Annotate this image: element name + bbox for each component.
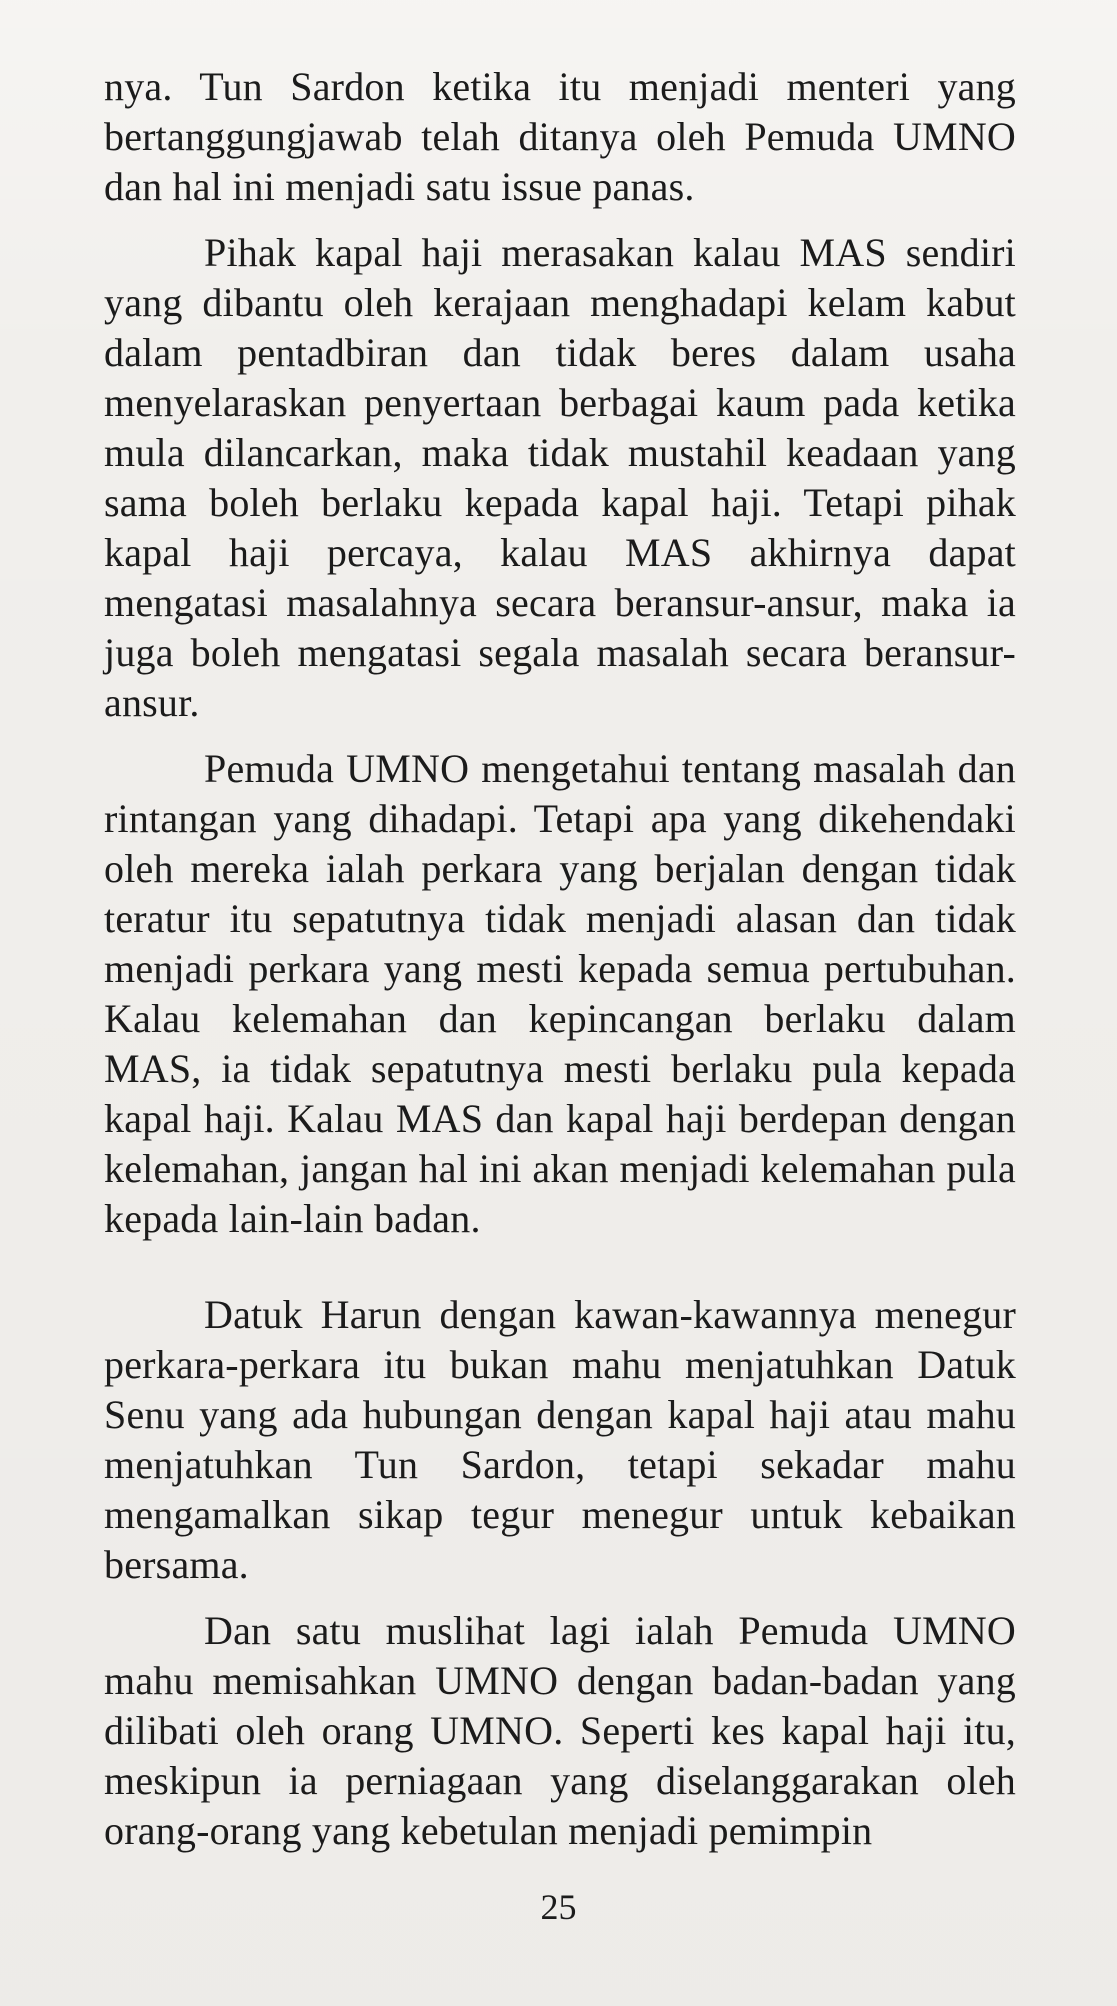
- paragraph-3: Pemuda UMNO mengetahui tentang masalah dan rintangan yang dihadapi. Tetapi apa yang dikehendaki oleh mereka ialah perkara yang berjalan dengan tidak teratur itu sepatutnya tidak menjadi alasan dan tidak menjadi perkara yang mesti kepada semua pertubuhan. Kalau kelemahan dan kepincangan berlaku dalam MAS, ia tidak sepatutnya mesti berlaku pula kepada kapal haji. Kalau MAS dan kapal haji berdepan dengan kelemahan, jangan hal ini akan menjadi kelemahan pula kepada lain-lain badan.: [104, 746, 1016, 1241]
- body-text: [104, 62, 1016, 1856]
- page-number: 25: [540, 1887, 577, 1927]
- paragraph-1: nya. Tun Sardon ketika itu menjadi menteri yang bertanggungjawab telah ditanya oleh Pemuda UMNO dan hal ini menjadi satu issue panas.: [104, 64, 1016, 209]
- paragraph-4: Datuk Harun dengan kawan-kawannya menegur perkara-perkara itu bukan mahu menjatuhkan Datuk Senu yang ada hubungan dengan kapal haji atau mahu menjatuhkan Tun Sardon, tetapi sekadar mahu mengamalkan sikap tegur menegur untuk kebaikan bersama.: [104, 1292, 1016, 1587]
- paragraph-5: Dan satu muslihat lagi ialah Pemuda UMNO mahu memisahkan UMNO dengan badan-badan yang dilibati oleh orang UMNO. Seperti kes kapal haji itu, meskipun ia perniagaan yang diselanggarakan oleh orang-orang yang kebetulan menjadi pemimpin: [104, 1608, 1016, 1853]
- paragraph-2: Pihak kapal haji merasakan kalau MAS sendiri yang dibantu oleh kerajaan menghadapi kelam kabut dalam pentadbiran dan tidak beres dalam usaha menyelaraskan penyertaan berbagai kaum pada ketika mula dilancarkan, maka tidak mustahil keadaan yang sama boleh berlaku kepada kapal haji. Tetapi pihak kapal haji percaya, kalau MAS akhirnya dapat mengatasi masalahnya secara beransur-ansur, maka ia juga boleh mengatasi segala masalah secara beransur-ansur.: [104, 230, 1016, 725]
